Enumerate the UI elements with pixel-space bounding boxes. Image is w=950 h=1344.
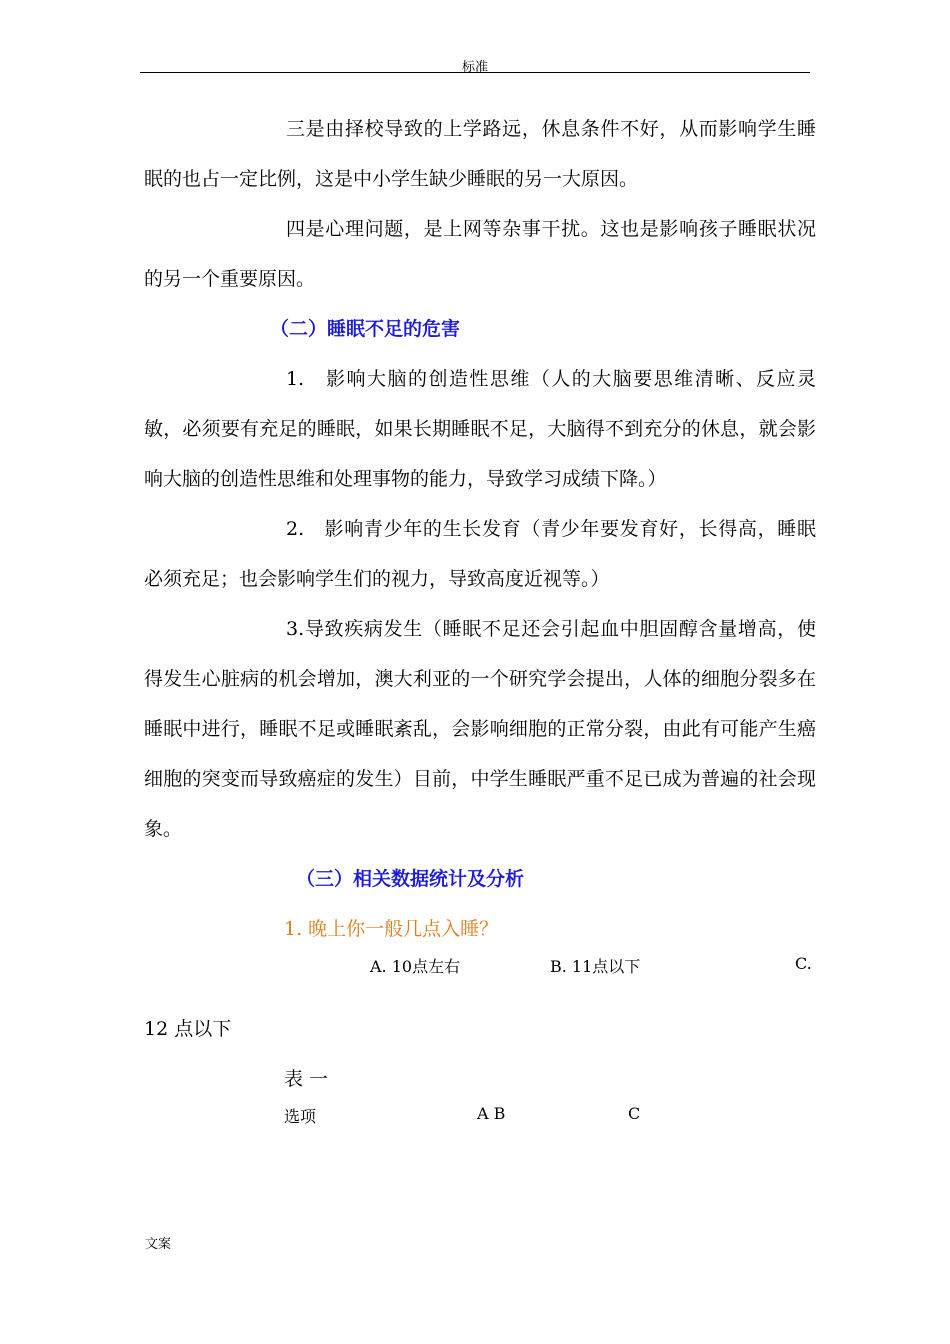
table-col-c: C [628, 1104, 641, 1123]
option-b: B. 11点以下 [550, 957, 641, 976]
section-heading-harms: （二）睡眠不足的危害 [270, 318, 461, 340]
section-heading-statistics: （三）相关数据统计及分析 [296, 868, 525, 890]
list-item-brain: 1. 影响大脑的创造性思维（人的大脑要思维清晰、反应灵敏，必须要有充足的睡眠，如果长期睡眠不足，大脑得不到充分的休息，就会影响大脑的创造性思维和处理事物的能力，导致学习成绩下降。） [144, 368, 816, 490]
table-caption: 表 一 [284, 1068, 329, 1090]
option-a: A. 10点左右 [370, 957, 461, 976]
table-col-label: 选项 [284, 1107, 317, 1126]
list-item-growth: 2. 影响青少年的生长发育（青少年要发育好，长得高，睡眠必须充足；也会影响学生们的视力，导致高度近视等。） [144, 518, 816, 590]
option-c-text: 12 点以下 [144, 1018, 232, 1040]
page-footer: 文案 [145, 1237, 172, 1252]
answer-options [144, 954, 816, 1004]
document-body [144, 104, 816, 1154]
header-rule [140, 72, 810, 73]
survey-question-1: 1. 晚上你一般几点入睡？ [284, 918, 499, 940]
table-col-ab: A B [477, 1104, 506, 1123]
list-item-disease: 3.导致疾病发生（睡眠不足还会引起血中胆固醇含量增高，使得发生心脏病的机会增加，澳大利亚的一个研究学会提出，人体的细胞分裂多在睡眠中进行，睡眠不足或睡眠紊乱，会影响细胞的正常分裂，由此有可能产生癌细胞的突变而导致癌症的发生）目前，中学生睡眠严重不足已成为普遍的社会现象。 [144, 618, 816, 840]
paragraph-psychological: 四是心理问题，是上网等杂事干扰。这也是影响孩子睡眠状况的另一个重要原因。 [144, 218, 816, 290]
page-header: 标准 [461, 60, 488, 75]
option-c-prefix: C. [795, 954, 812, 973]
table-header-row [144, 1104, 816, 1154]
paragraph-school-distance: 三是由择校导致的上学路远，休息条件不好，从而影响学生睡眠的也占一定比例，这是中小学生缺少睡眠的另一大原因。 [144, 118, 816, 190]
